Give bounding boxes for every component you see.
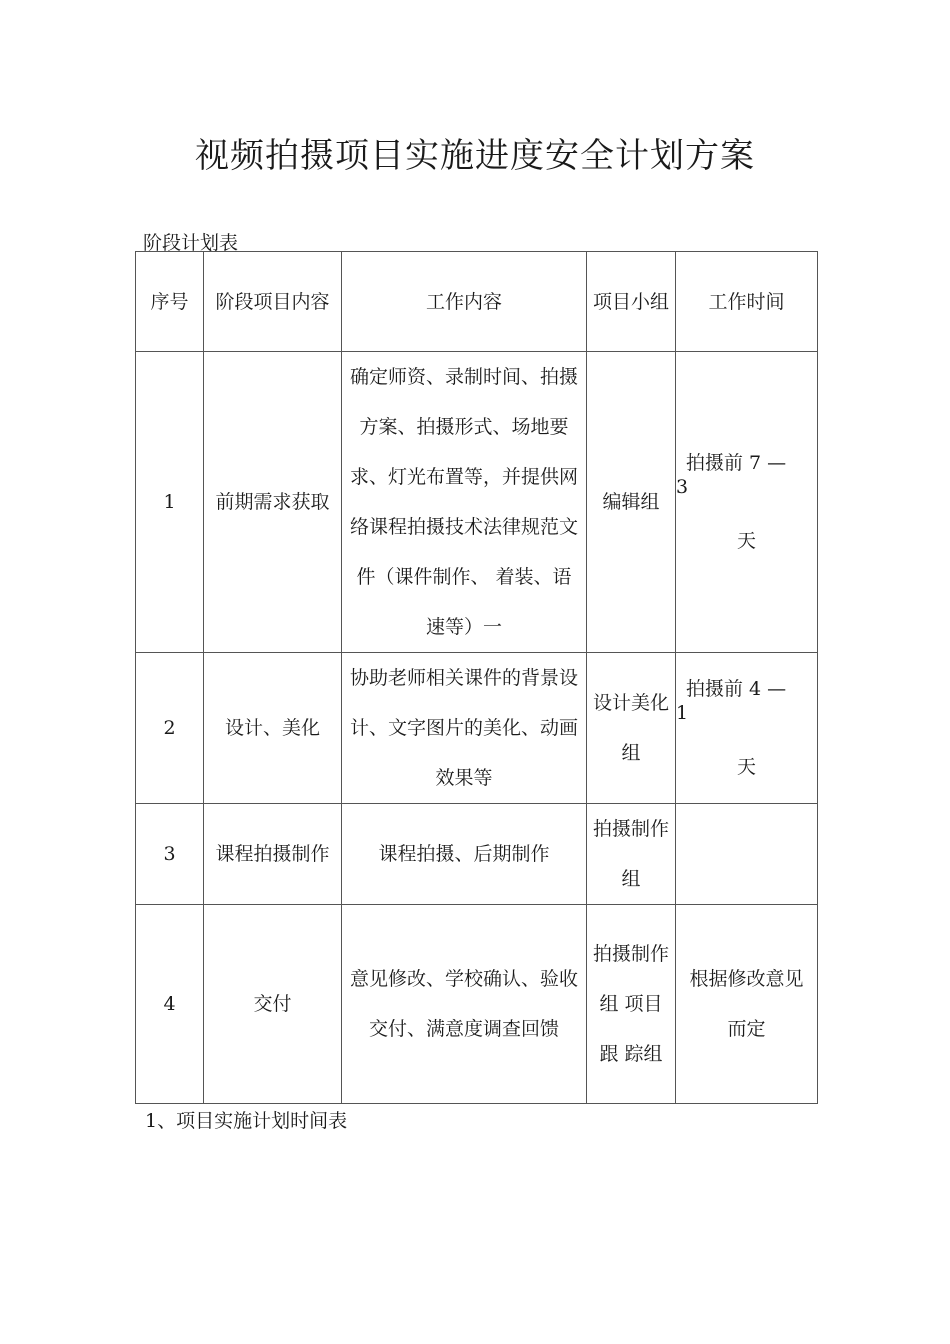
- cell-time-start: 拍摄前 7 —: [686, 452, 787, 474]
- header-team: 项目小组: [587, 252, 676, 352]
- cell-team: 编辑组: [587, 352, 676, 653]
- stage-plan-table: [135, 251, 818, 1104]
- cell-stage: 课程拍摄制作: [204, 804, 342, 905]
- cell-time-start: 拍摄前 4 —: [686, 678, 787, 700]
- table-header-row: [136, 252, 818, 352]
- cell-time-unit: 天: [736, 756, 756, 778]
- cell-no: 1: [136, 352, 204, 653]
- cell-team: 拍摄制作组: [587, 804, 676, 905]
- cell-time: [676, 352, 818, 653]
- cell-team: 拍摄制作组 项目跟 踪组: [587, 905, 676, 1104]
- cell-work: 协助老师相关课件的背景设计、文字图片的美化、动画效果等: [342, 653, 587, 804]
- cell-team: 设计美化组: [587, 653, 676, 804]
- table-row: [136, 905, 818, 1104]
- cell-no: 2: [136, 653, 204, 804]
- table-row: [136, 653, 818, 804]
- cell-work: 意见修改、学校确认、验收交付、满意度调查回馈: [342, 905, 587, 1104]
- header-time: 工作时间: [676, 252, 818, 352]
- header-stage: 阶段项目内容: [204, 252, 342, 352]
- cell-time-end: 1: [676, 702, 689, 724]
- document-title: 视频拍摄项目实施进度安全计划方案: [195, 136, 755, 176]
- header-no: 序号: [136, 252, 204, 352]
- header-work: 工作内容: [342, 252, 587, 352]
- cell-stage: 前期需求获取: [204, 352, 342, 653]
- section-heading: 1、项目实施计划时间表: [145, 1110, 348, 1132]
- cell-work: 课程拍摄、后期制作: [342, 804, 587, 905]
- cell-time-unit: 天: [736, 530, 756, 552]
- cell-time-end: 3: [676, 476, 689, 498]
- table-caption: 阶段计划表: [143, 232, 239, 254]
- cell-stage: 交付: [204, 905, 342, 1104]
- cell-stage: 设计、美化: [204, 653, 342, 804]
- cell-no: 4: [136, 905, 204, 1104]
- cell-time: [676, 804, 818, 905]
- cell-time: [676, 653, 818, 804]
- cell-work: 确定师资、录制时间、拍摄方案、拍摄形式、场地要求、灯光布置等，并提供网络课程拍摄技术法律规范文件（课件制作、 着装、语速等）一: [342, 352, 587, 653]
- cell-time: 根据修改意见而定: [676, 905, 818, 1104]
- table-row: [136, 352, 818, 653]
- table-row: [136, 804, 818, 905]
- cell-no: 3: [136, 804, 204, 905]
